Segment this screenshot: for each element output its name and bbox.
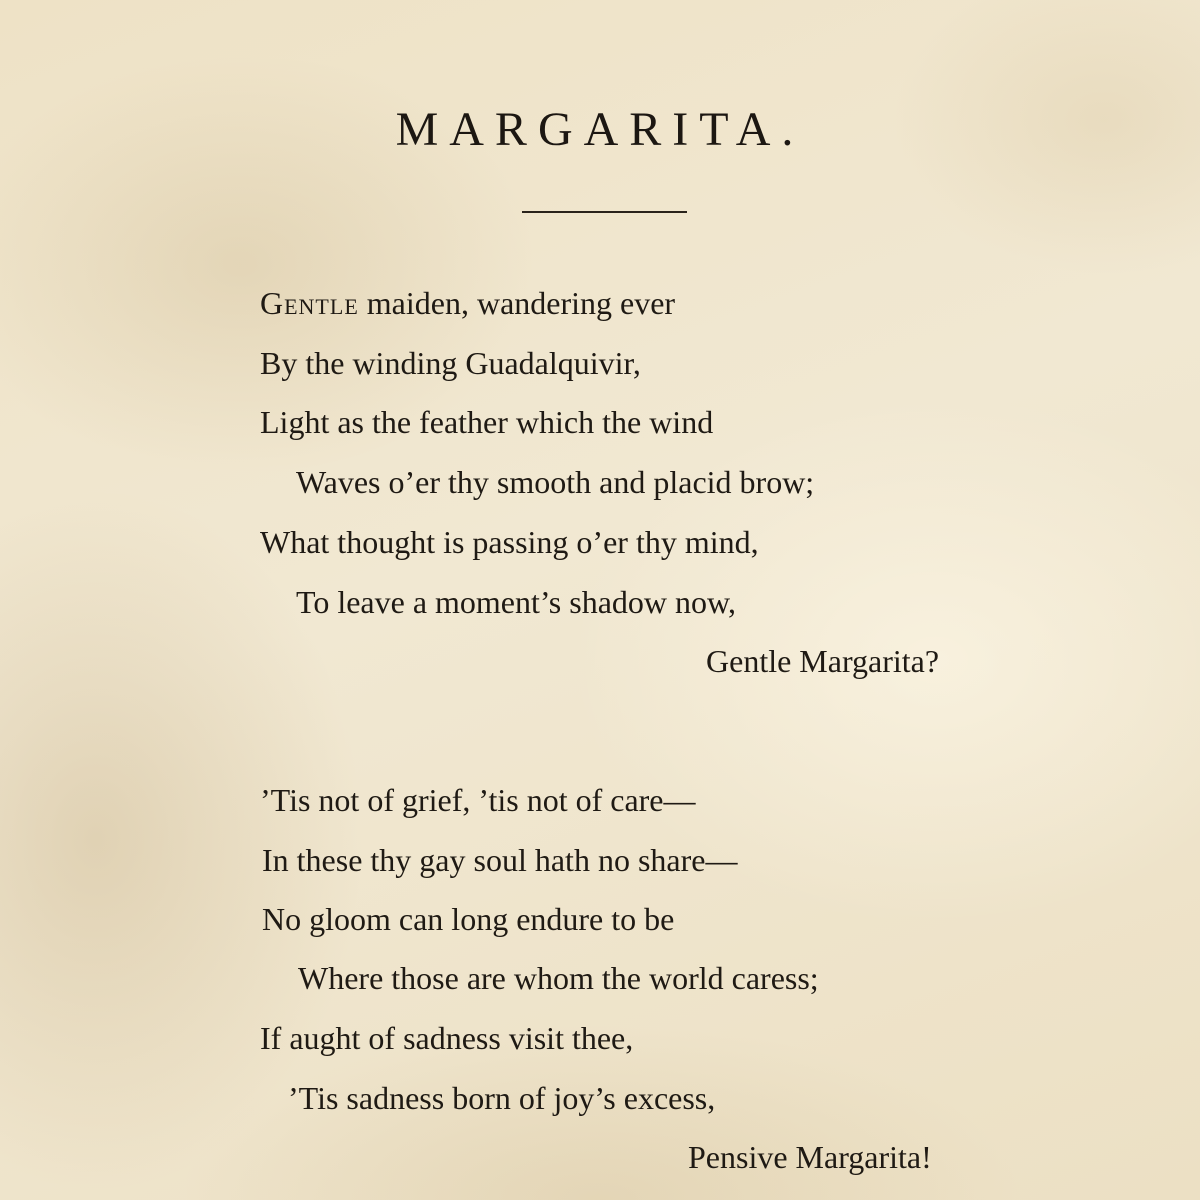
- stanza-2-line-4: Where those are whom the world caress;: [298, 960, 819, 996]
- stanza-1-line-3: Light as the feather which the wind: [260, 404, 714, 440]
- stanza-2-refrain: Pensive Margarita!: [688, 1139, 932, 1175]
- drop-word: Gentle: [260, 285, 359, 321]
- stanza-1-line-2: By the winding Guadalquivir,: [260, 345, 641, 381]
- stanza-2-line-3: No gloom can long endure to be: [262, 901, 675, 937]
- title-divider: [522, 211, 687, 213]
- stanza-2-line-6: ’Tis sadness born of joy’s excess,: [288, 1080, 716, 1116]
- stanza-1-line-4: Waves o’er thy smooth and placid brow;: [296, 464, 815, 500]
- stanza-2-line-5: If aught of sadness visit thee,: [260, 1020, 634, 1056]
- stanza-2-line-2: In these thy gay soul hath no share—: [262, 842, 738, 878]
- stanza-1-refrain: Gentle Margarita?: [706, 643, 940, 679]
- poem-title: MARGARITA.: [395, 103, 805, 156]
- stanza-1-line-6: To leave a moment’s shadow now,: [296, 584, 737, 620]
- line-text: maiden, wandering ever: [358, 285, 676, 321]
- stanza-2-line-1: ’Tis not of grief, ’tis not of care—: [260, 782, 696, 818]
- stanza-1-line-1: [260, 283, 675, 323]
- stanza-1-line-5: What thought is passing o’er thy mind,: [260, 524, 759, 560]
